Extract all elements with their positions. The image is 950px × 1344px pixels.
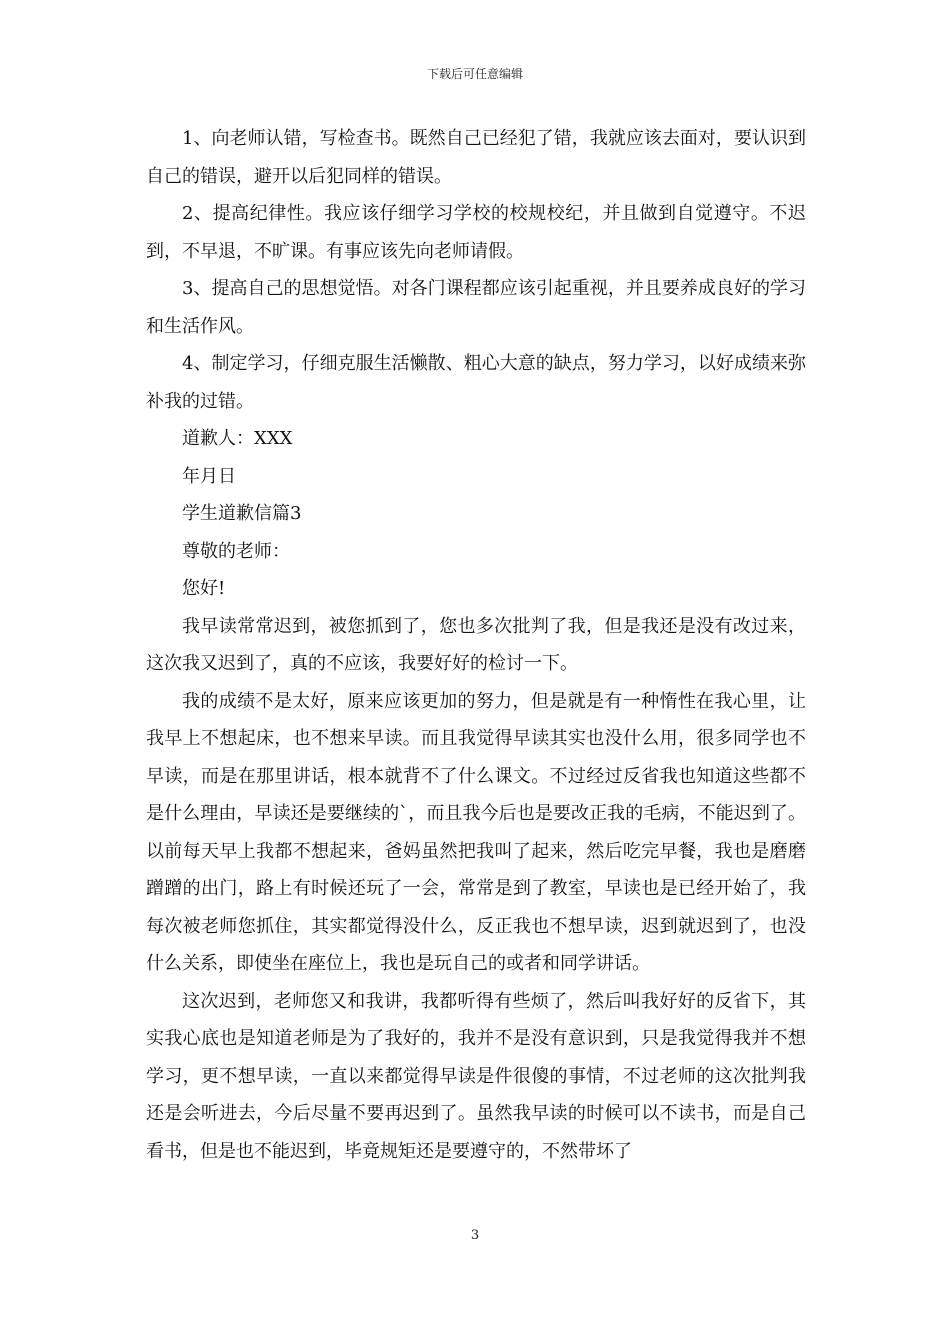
document-body <box>146 120 806 1170</box>
salutation: 尊敬的老师： <box>182 540 290 562</box>
paragraph-point-1: 1、向老师认错，写检查书。既然自己已经犯了错，我就应该去面对，要认识到自己的错误，避开以后犯同样的错误。 <box>146 128 806 187</box>
paragraph-point-2: 2、提高纪律性。我应该仔细学习学校的校规校纪，并且做到自觉遵守。不迟到，不早退，不旷课。有事应该先向老师请假。 <box>146 203 806 262</box>
page-header: 下载后可任意编辑 <box>426 67 523 81</box>
section-title: 学生道歉信篇3 <box>182 503 302 524</box>
paragraph-point-3: 3、提高自己的思想觉悟。对各门课程都应该引起重视，并且要养成良好的学习和生活作风。 <box>146 278 806 337</box>
body-paragraph-2: 我的成绩不是太好，原来应该更加的努力，但是就是有一种惰性在我心里，让我早上不想起床，也不想来早读。而且我觉得早读其实也没什么用，很多同学也不早读，而是在那里讲话，根本就背不了什么课文。不过经过反省我也知道这些都不是什么理由，早读还是要继续的`，而且我今后也是要改正我的毛病，不能迟到了。以前每天早上我都不想起来，爸妈虽然把我叫了起来，然后吃完早餐，我也是磨磨蹭蹭的出门，路上有时候还玩了一会，常常是到了教室，早读也是已经开始了，我每次被老师您抓住，其实都觉得没什么，反正我也不想早读，迟到就迟到了，也没什么关系，即使坐在座位上，我也是玩自己的或者和同学讲话。 <box>146 690 806 974</box>
signature-line: 道歉人：XXX <box>182 428 293 449</box>
date-line: 年月日 <box>182 465 236 487</box>
greeting: 您好! <box>182 578 226 599</box>
page-number: 3 <box>470 1228 480 1243</box>
paragraph-point-4: 4、制定学习，仔细克服生活懒散、粗心大意的缺点，努力学习，以好成绩来弥补我的过错。 <box>146 353 806 412</box>
body-paragraph-1: 我早读常常迟到，被您抓到了，您也多次批判了我，但是我还是没有改过来，这次我又迟到了，真的不应该，我要好好的检讨一下。 <box>146 615 806 674</box>
body-paragraph-3: 这次迟到，老师您又和我讲，我都听得有些烦了，然后叫我好好的反省下，其实我心底也是知道老师是为了我好的，我并不是没有意识到，只是我觉得我并不想学习，更不想早读，一直以来都觉得早读是件很傻的事情，不过老师的这次批判我还是会听进去，今后尽量不要再迟到了。虽然我早读的时候可以不读书，而是自己看书，但是也不能迟到，毕竟规矩还是要遵守的，不然带坏了 <box>146 990 806 1162</box>
